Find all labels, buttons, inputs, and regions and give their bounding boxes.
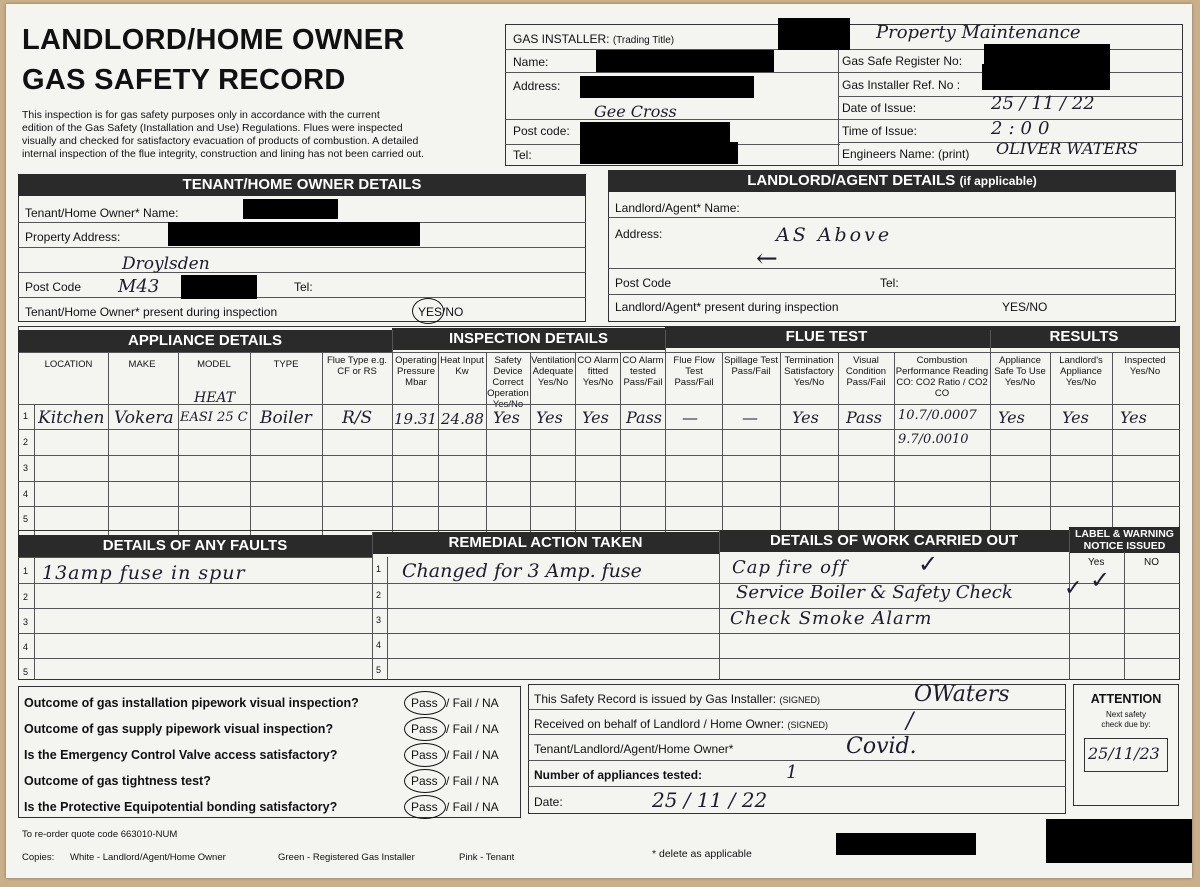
appliance-details-header: APPLIANCE DETAILS bbox=[18, 330, 392, 352]
remedial-row-2: 2 bbox=[376, 590, 382, 600]
col-ventilation: Ventilation Adequate Yes/No bbox=[531, 355, 575, 388]
outcome-question: Outcome of gas supply pipework visual inspection? bbox=[24, 722, 334, 736]
row-number-2: 2 bbox=[23, 437, 29, 447]
appliance-inspected: Yes bbox=[1120, 408, 1147, 427]
appliance-spillage: — bbox=[742, 408, 758, 427]
next-check-date: 25/11/23 bbox=[1088, 744, 1160, 763]
outcome-options: / Fail / NA bbox=[446, 774, 499, 788]
appliance-combustion-2: 9.7/0.0010 bbox=[898, 432, 969, 447]
arrow-mark: ← bbox=[756, 244, 778, 274]
col-co-fitted: CO Alarm fitted Yes/No bbox=[577, 355, 619, 388]
col-location: LOCATION bbox=[44, 359, 93, 370]
fault-row-4: 4 bbox=[23, 642, 29, 652]
appliances-tested-value: 1 bbox=[786, 762, 798, 783]
col-model: MODEL bbox=[197, 359, 231, 370]
tenant-name-label: Tenant/Home Owner* Name: bbox=[25, 206, 179, 220]
intro-text-2: edition of the Gas Safety (Installation and Use) Regulations. Flues were inspected bbox=[22, 122, 403, 134]
fault-row-3: 3 bbox=[23, 617, 29, 627]
outcome-question: Outcome of gas tightness test? bbox=[24, 774, 211, 788]
gas-safety-record-sheet bbox=[6, 4, 1192, 878]
signoff-date-value: 25 / 11 / 22 bbox=[652, 788, 768, 812]
flue-test-header: FLUE TEST bbox=[665, 326, 988, 348]
installer-address-value: Gee Cross bbox=[594, 102, 677, 121]
engineer-name-value: OLIVER WATERS bbox=[996, 139, 1139, 158]
appliance-flue-flow: — bbox=[682, 408, 698, 427]
col-termination: Termination Satisfactory Yes/No bbox=[784, 355, 834, 388]
appliance-pressure: 19.31 bbox=[394, 410, 437, 428]
appliance-landlords: Yes bbox=[1062, 408, 1089, 427]
row-number-4: 4 bbox=[23, 489, 29, 499]
installer-tel-label: Tel: bbox=[513, 148, 532, 162]
outcome-pass: Pass bbox=[411, 774, 438, 788]
fault-row-1: 1 bbox=[23, 566, 29, 576]
appliance-termination: Yes bbox=[792, 408, 819, 427]
copy-pink: Pink - Tenant bbox=[459, 852, 515, 863]
installer-postcode-label: Post code: bbox=[513, 124, 570, 138]
remedial-row-3: 3 bbox=[376, 615, 382, 625]
appliance-safe-to-use: Yes bbox=[998, 408, 1025, 427]
col-inspected: Inspected Yes/No bbox=[1124, 355, 1166, 377]
attention-title: ATTENTION bbox=[1090, 692, 1162, 706]
received-by-label: Received on behalf of Landlord / Home Owner: (SIGNED) bbox=[534, 717, 828, 731]
col-safe-to-use: Appliance Safe To Use Yes/No bbox=[994, 355, 1046, 388]
outcome-options: / Fail / NA bbox=[446, 800, 499, 814]
tenant-details-header: TENANT/HOME OWNER DETAILS bbox=[18, 174, 586, 196]
redacted-block bbox=[580, 142, 738, 164]
outcome-pass: Pass bbox=[411, 722, 438, 736]
outcome-options: / Fail / NA bbox=[446, 696, 499, 710]
yes-circle-mark bbox=[412, 298, 444, 324]
property-address-value: Droylsden bbox=[122, 254, 210, 274]
landlord-postcode-label: Post Code bbox=[615, 276, 672, 290]
remedial-row-4: 4 bbox=[376, 640, 382, 650]
col-operating-pressure: Operating Pressure Mbar bbox=[395, 355, 437, 388]
appliance-co-tested: Pass bbox=[626, 408, 663, 427]
trading-title-value: Property Maintenance bbox=[876, 22, 1081, 43]
row-number-5: 5 bbox=[23, 514, 29, 524]
tenant-tel-label: Tel: bbox=[294, 280, 313, 294]
appliances-tested-label: Number of appliances tested: bbox=[534, 768, 703, 782]
received-by-signature: / bbox=[906, 709, 914, 734]
faults-header: DETAILS OF ANY FAULTS bbox=[18, 535, 372, 557]
date-of-issue-value: 25 / 11 / 22 bbox=[991, 93, 1095, 114]
remedial-header: REMEDIAL ACTION TAKEN bbox=[372, 532, 719, 554]
label-yes: Yes bbox=[1088, 557, 1105, 568]
appliance-flue-type: R/S bbox=[342, 408, 373, 428]
col-make: MAKE bbox=[128, 359, 156, 370]
form-title-line2: GAS SAFETY RECORD bbox=[22, 64, 346, 96]
date-of-issue-label: Date of Issue: bbox=[842, 101, 917, 115]
outcome-question: Outcome of gas installation pipework visual inspection? bbox=[24, 696, 359, 710]
appliance-model-top: HEAT bbox=[194, 390, 236, 406]
row-number-3: 3 bbox=[23, 463, 29, 473]
label-no: NO bbox=[1144, 557, 1159, 568]
outcome-pass: Pass bbox=[411, 748, 438, 762]
issued-by-label: This Safety Record is issued by Gas Installer: (SIGNED) bbox=[534, 692, 820, 706]
work-row2-text: Service Boiler & Safety Check bbox=[736, 582, 1013, 603]
col-flue-flow: Flue Flow Test Pass/Fail bbox=[673, 355, 715, 388]
intro-text-1: This inspection is for gas safety purposes only in accordance with the current bbox=[22, 109, 380, 121]
col-combustion: Combustion Performance Reading CO: CO2 Ratio / CO2 CO bbox=[895, 355, 989, 399]
redacted-block bbox=[778, 18, 850, 50]
installer-name-label: Name: bbox=[513, 55, 549, 69]
redacted-block bbox=[580, 122, 730, 144]
remedial-row1-text: Changed for 3 Amp. fuse bbox=[402, 560, 642, 582]
redacted-block bbox=[836, 833, 976, 855]
time-of-issue-label: Time of Issue: bbox=[842, 124, 917, 138]
appliance-safety-device: Yes bbox=[493, 408, 520, 427]
pass-circle-mark bbox=[404, 769, 446, 793]
signoff-date-label: Date: bbox=[534, 795, 563, 809]
landlord-address-value: AS Above bbox=[776, 224, 893, 246]
redacted-block bbox=[243, 199, 338, 219]
intro-text-3: visually and checked for satisfactory evacuation of products of combustion. A detailed bbox=[22, 135, 419, 147]
redacted-block bbox=[982, 64, 1110, 90]
tenant-signature: Covid. bbox=[846, 734, 917, 759]
outcome-pass: Pass bbox=[411, 696, 438, 710]
redacted-block bbox=[181, 275, 257, 299]
redacted-block bbox=[1046, 819, 1192, 863]
work-row1-text: Cap fire off bbox=[732, 557, 848, 578]
appliance-visual: Pass bbox=[846, 408, 883, 427]
col-type: TYPE bbox=[273, 359, 299, 370]
trading-title-label: GAS INSTALLER: (Trading Title) bbox=[513, 32, 675, 46]
property-address-label: Property Address: bbox=[25, 230, 121, 244]
work-row3-text: Check Smoke Alarm bbox=[730, 608, 933, 629]
appliance-location: Kitchen bbox=[38, 408, 105, 428]
tenant-present-value: YES/NO bbox=[418, 305, 464, 319]
col-co-tested: CO Alarm tested Pass/Fail bbox=[622, 355, 664, 388]
label-yes-tick: ✓ bbox=[1090, 566, 1111, 594]
delete-note: * delete as applicable bbox=[652, 848, 752, 860]
landlord-present-label: Landlord/Agent* present during inspection bbox=[615, 300, 839, 314]
tenant-postcode-label: Post Code bbox=[25, 280, 82, 294]
outcome-question: Is the Protective Equipotential bonding satisfactory? bbox=[24, 800, 338, 814]
engineer-name-label: Engineers Name: (print) bbox=[842, 147, 970, 161]
landlord-address-label: Address: bbox=[615, 227, 663, 241]
fault-row1-text: 13amp fuse in spur bbox=[42, 562, 246, 584]
time-of-issue-value: 2:00 bbox=[991, 118, 1056, 139]
results-header: RESULTS bbox=[988, 326, 1180, 348]
gas-safe-register-label: Gas Safe Register No: bbox=[842, 54, 963, 68]
col-visual: Visual Condition Pass/Fail bbox=[845, 355, 887, 388]
pass-circle-mark bbox=[404, 743, 446, 767]
label-notice-header: LABEL & WARNING NOTICE ISSUED bbox=[1069, 527, 1180, 553]
landlord-tel-label: Tel: bbox=[880, 276, 899, 290]
fault-row-2: 2 bbox=[23, 592, 29, 602]
copy-white: White - Landlord/Agent/Home Owner bbox=[70, 852, 226, 863]
col-landlords-appliance: Landlord's Appliance Yes/No bbox=[1059, 355, 1103, 388]
inspection-details-header: INSPECTION DETAILS bbox=[392, 328, 665, 350]
outcome-pass: Pass bbox=[411, 800, 438, 814]
form-title-line1: LANDLORD/HOME OWNER bbox=[22, 24, 405, 56]
appliance-type: Boiler bbox=[260, 408, 312, 428]
redacted-block bbox=[596, 50, 774, 72]
tenant-present-label: Tenant/Home Owner* present during inspection bbox=[25, 305, 278, 319]
row-number-1: 1 bbox=[23, 411, 29, 421]
pass-circle-mark bbox=[404, 717, 446, 741]
tenant-signature-label: Tenant/Landlord/Agent/Home Owner* bbox=[534, 742, 734, 756]
fault-row-5: 5 bbox=[23, 667, 29, 677]
outcome-options: / Fail / NA bbox=[446, 722, 499, 736]
appliance-co-fitted: Yes bbox=[582, 408, 609, 427]
tenant-postcode-value: M43 bbox=[118, 276, 160, 297]
redacted-block bbox=[580, 76, 754, 98]
appliance-ventilation: Yes bbox=[536, 408, 563, 427]
work-tick-1: ✓ bbox=[918, 550, 939, 578]
attention-line1: Next safety bbox=[1105, 710, 1146, 719]
work-carried-out-header: DETAILS OF WORK CARRIED OUT bbox=[719, 530, 1069, 552]
landlord-name-label: Landlord/Agent* Name: bbox=[615, 201, 740, 215]
work-tick-2: ✓ bbox=[1064, 576, 1083, 601]
col-flue-type: Flue Type e.g. CF or RS bbox=[326, 355, 388, 377]
reorder-code: To re-order quote code 663010-NUM bbox=[22, 829, 178, 840]
intro-text-4: internal inspection of the flue integrity, construction and lining has not been carried out. bbox=[22, 148, 424, 160]
pass-circle-mark bbox=[404, 691, 446, 715]
pass-circle-mark bbox=[404, 795, 446, 819]
landlord-details-header: LANDLORD/AGENT DETAILS (if applicable) bbox=[608, 170, 1176, 192]
redacted-block bbox=[168, 222, 420, 246]
issued-by-signature: OWaters bbox=[914, 682, 1010, 707]
landlord-present-value: YES/NO bbox=[1002, 300, 1048, 314]
copy-green: Green - Registered Gas Installer bbox=[278, 852, 415, 863]
installer-address-label: Address: bbox=[513, 79, 561, 93]
remedial-row-1: 1 bbox=[376, 564, 382, 574]
col-safety-device: Safety Device Correct Operation Yes/No bbox=[487, 355, 529, 410]
col-heat-input: Heat Input Kw bbox=[440, 355, 484, 377]
outcome-options: / Fail / NA bbox=[446, 748, 499, 762]
installer-ref-label: Gas Installer Ref. No : bbox=[842, 78, 961, 92]
copies-label: Copies: bbox=[22, 852, 55, 863]
col-spillage: Spillage Test Pass/Fail bbox=[724, 355, 778, 377]
appliance-model: EASI 25 C bbox=[180, 410, 248, 425]
remedial-row-5: 5 bbox=[376, 665, 382, 675]
attention-line2: check due by: bbox=[1101, 720, 1151, 729]
appliance-heat-input: 24.88 bbox=[441, 410, 484, 428]
appliance-combustion-1: 10.7/0.0007 bbox=[898, 408, 977, 423]
tenant-details-box bbox=[18, 174, 586, 322]
appliance-make: Vokera bbox=[114, 408, 174, 428]
outcome-question: Is the Emergency Control Valve access satisfactory? bbox=[24, 748, 338, 762]
